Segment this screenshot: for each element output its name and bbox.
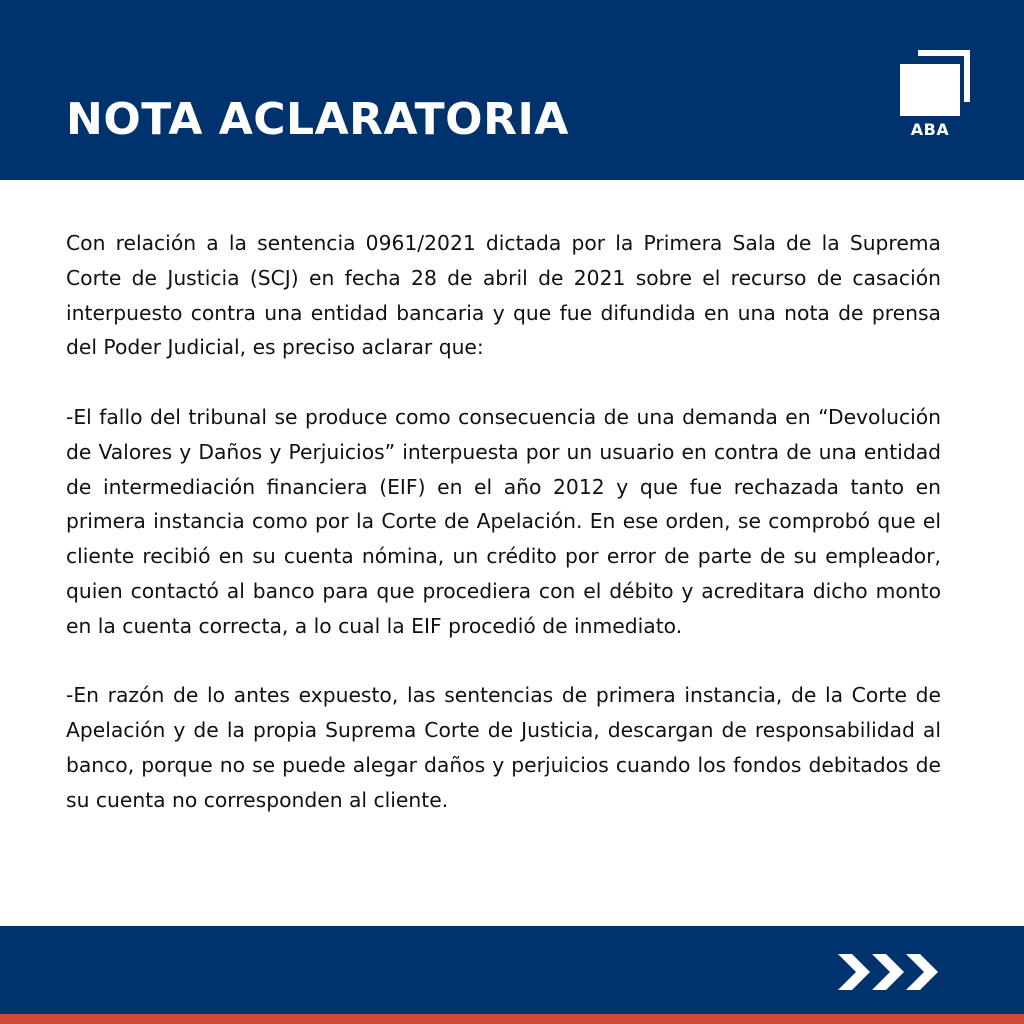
page-title: NOTA ACLARATORIA [66, 94, 569, 145]
note-body [66, 226, 941, 852]
paragraph-conclusion: -En razón de lo antes expuesto, las sentencias de primera instancia, de la Corte de Apelación y de la propia Suprema Corte de Justicia, descargan de responsabilidad al banco, porque no se puede alegar daños y perjuicios cuando los fondos debitados de su cuenta no corresponden al cliente. [66, 683, 941, 812]
footer-accent-stripe [0, 1014, 1024, 1024]
triple-chevron-right-icon[interactable] [838, 954, 942, 990]
logo-text: ABA [910, 120, 950, 139]
aba-logo [900, 50, 972, 146]
header-banner [0, 0, 1024, 180]
paragraph-ruling: -El fallo del tribunal se produce como consecuencia de una demanda en “Devolución de Valores y Daños y Perjuicios” interpuesta por un usuario en contra de una entidad de intermediación financiera (EIF) en el año 2012 y que fue rechazada tanto en primera instancia como por la Corte de Apelación. En ese orden, se comprobó que el cliente recibió en su cuenta nómina, un crédito por error de parte de su empleador, quien contactó al banco para que procediera con el débito y acreditara dicho monto en la cuenta correcta, a lo cual la EIF procedió de inmediato. [66, 404, 941, 638]
paragraph-intro: Con relación a la sentencia 0961/2021 dictada por la Primera Sala de la Suprema Corte de Justicia (SCJ) en fecha 28 de abril de 2021 sobre el recurso de casación interpuesto contra una entidad bancaria y que fue difundida en una nota de prensa del Poder Judicial, es preciso aclarar que: [66, 231, 941, 360]
aba-logo-icon [900, 50, 972, 120]
